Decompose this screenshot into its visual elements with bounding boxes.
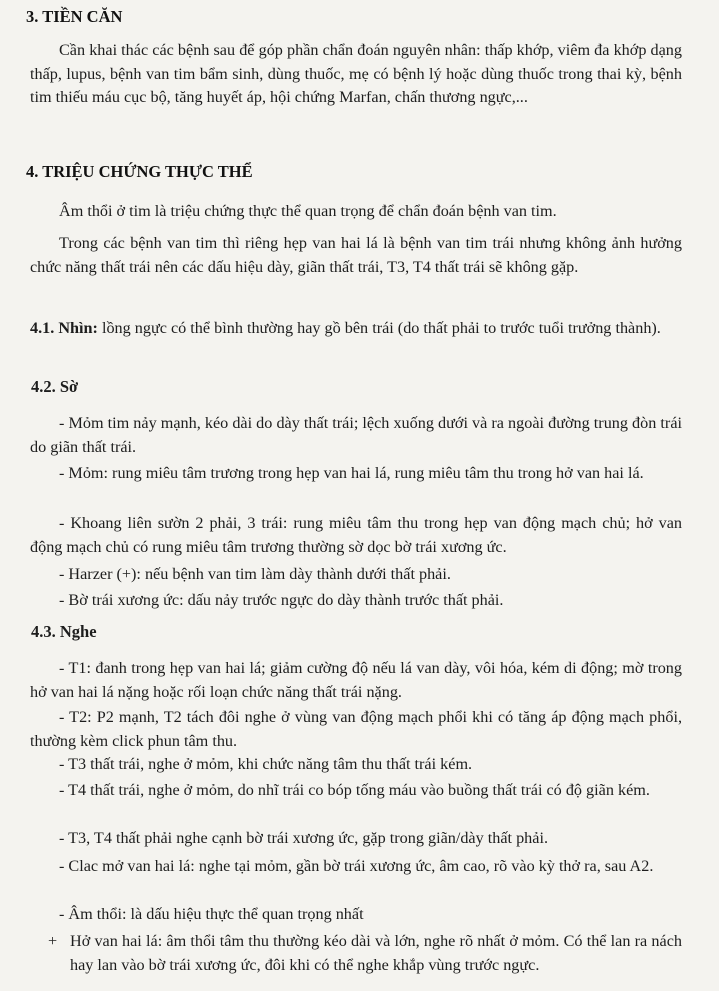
mitral-regurgitation-bullet — [48, 930, 682, 977]
section-4-2-item: - Mỏm tim nảy mạnh, kéo dài do dày thất trái; lệch xuống dưới và ra ngoài đường trung đòn trái do giãn thất trái. — [30, 414, 682, 456]
section-4-1-text: lồng ngực có thể bình thường hay gồ bên trái (do thất phải to trước tuổi trưởng thành). — [97, 319, 661, 337]
section-3-heading: 3. TIỀN CĂN — [26, 7, 123, 26]
section-4-heading: 4. TRIỆU CHỨNG THỰC THỂ — [26, 162, 253, 181]
section-4-paragraph: Trong các bệnh van tim thì riêng hẹp van hai lá là bệnh van tim trái nhưng không ảnh hưởng chức năng thất trái nên các dấu hiệu dày, giãn thất trái, T3, T4 thất trái sẽ không gặp. — [30, 234, 682, 276]
bullet-text: Hở van hai lá: âm thổi tâm thu thường kéo dài và lớn, nghe rõ nhất ở mỏm. Có thể lan ra nách hay lan vào bờ trái xương ức, đôi khi có thể nghe khắp vùng trước ngực. — [70, 932, 682, 974]
section-4-intro: Âm thổi ở tim là triệu chứng thực thể quan trọng để chẩn đoán bệnh van tim. — [59, 202, 557, 220]
section-4-2-item: - Khoang liên sườn 2 phải, 3 trái: rung miêu tâm thu trong hẹp van động mạch chủ; hở van động mạch chủ có rung miêu tâm trương thường sờ dọc bờ trái xương ức. — [30, 514, 682, 556]
bullet-marker: + — [48, 932, 58, 950]
section-4-3-item: - Âm thổi: là dấu hiệu thực thể quan trọng nhất — [59, 905, 364, 923]
section-4-3-item: - T1: đanh trong hẹp van hai lá; giảm cường độ nếu lá van dày, vôi hóa, kém di động; mờ trong hở van hai lá nặng hoặc rối loạn chức năng thất trái nặng. — [30, 659, 682, 701]
section-4-2-item: - Mỏm: rung miêu tâm trương trong hẹp van hai lá, rung miêu tâm thu trong hở van hai lá. — [59, 464, 644, 482]
section-3-paragraph: Cần khai thác các bệnh sau để góp phần chẩn đoán nguyên nhân: thấp khớp, viêm đa khớp dạng thấp, lupus, bệnh van tim bẩm sinh, dùng thuốc, mẹ có bệnh lý hoặc dùng thuốc trong thai kỳ, bệnh tim thiếu máu cục bộ, tăng huyết áp, hội chứng Marfan, chấn thương ngực,... — [30, 41, 682, 106]
section-4-3-item: - T4 thất trái, nghe ở mỏm, do nhĩ trái co bóp tống máu vào buồng thất trái có độ giãn kém. — [59, 781, 650, 799]
section-4-3-item: - Clac mở van hai lá: nghe tại mỏm, gần bờ trái xương ức, âm cao, rõ vào kỳ thở ra, sau A2. — [59, 857, 654, 875]
section-4-3-item: - T2: P2 mạnh, T2 tách đôi nghe ở vùng van động mạch phổi khi có tăng áp động mạch phổi, thường kèm click phun tâm thu. — [30, 708, 682, 750]
section-4-2-item: - Bờ trái xương ức: dấu nảy trước ngực do dày thành trước thất phải. — [59, 591, 504, 609]
section-4-1-paragraph — [30, 317, 682, 341]
section-4-2-item: - Harzer (+): nếu bệnh van tim làm dày thành dưới thất phải. — [59, 565, 451, 583]
section-4-3-item: - T3 thất trái, nghe ở mỏm, khi chức năng tâm thu thất trái kém. — [59, 755, 473, 773]
section-4-2-heading: 4.2. Sờ — [31, 377, 79, 396]
section-4-3-heading: 4.3. Nghe — [31, 622, 97, 641]
section-4-1-label: 4.1. Nhìn: — [30, 319, 98, 337]
section-4-3-item: - T3, T4 thất phải nghe cạnh bờ trái xương ức, gặp trong giãn/dày thất phải. — [59, 829, 548, 847]
